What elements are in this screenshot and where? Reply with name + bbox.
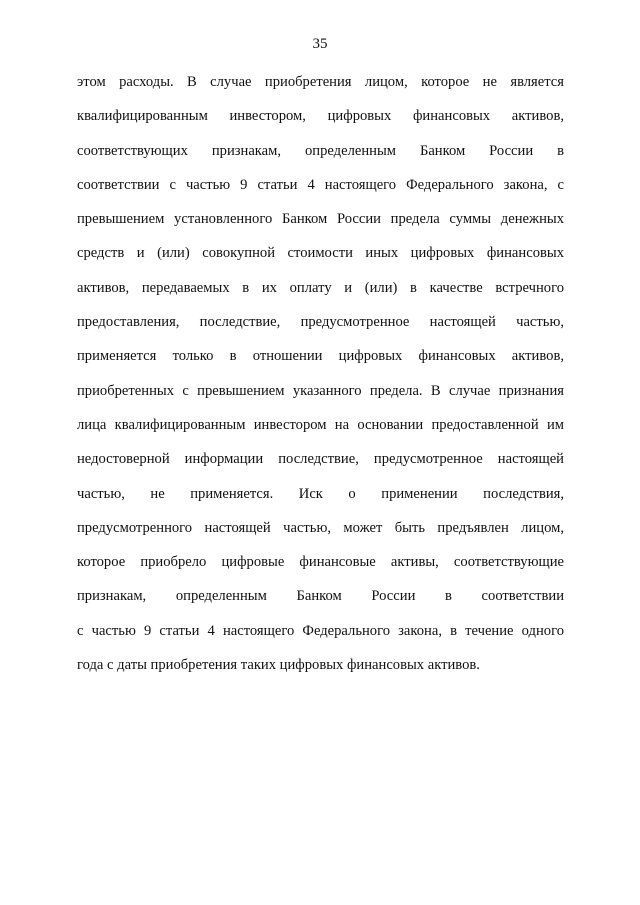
text-line: средств и (или) совокупной стоимости иных цифровых финансовых [77,245,564,262]
text-line: соответствующих признакам, определенным Банком России в [77,142,564,159]
text-line: соответствии с частью 9 статьи 4 настоящего Федерального закона, с [77,176,564,193]
text-line: предоставления, последствие, предусмотренное настоящей частью, [77,314,564,331]
text-line: частью, не применяется. Иск о применении последствия, [77,485,564,502]
text-line: применяется только в отношении цифровых финансовых активов, [77,348,564,365]
text-line: приобретенных с превышением указанного предела. В случае признания [77,382,564,399]
text-line: признакам, определенным Банком России в соответствии [77,588,564,605]
text-line: активов, передаваемых в их оплату и (или) в качестве встречного [77,279,564,296]
page-number: 35 [312,36,328,52]
text-line: недостоверной информации последствие, предусмотренное настоящей [77,451,564,468]
text-line: предусмотренного настоящей частью, может быть предъявлен лицом, [77,519,564,536]
text-line: лица квалифицированным инвестором на основании предоставленной им [77,416,564,433]
text-line: которое приобрело цифровые финансовые активы, соответствующие [77,554,564,571]
text-line: квалифицированным инвестором, цифровых финансовых активов, [77,108,564,125]
text-line: превышением установленного Банком России предела суммы денежных [77,211,564,228]
text-line: этом расходы. В случае приобретения лицом, которое не является [77,74,564,90]
text-line-last: года с даты приобретения таких цифровых финансовых активов. [77,657,480,674]
body-paragraph [77,72,564,689]
text-line: с частью 9 статьи 4 настоящего Федерального закона, в течение одного [77,622,564,639]
